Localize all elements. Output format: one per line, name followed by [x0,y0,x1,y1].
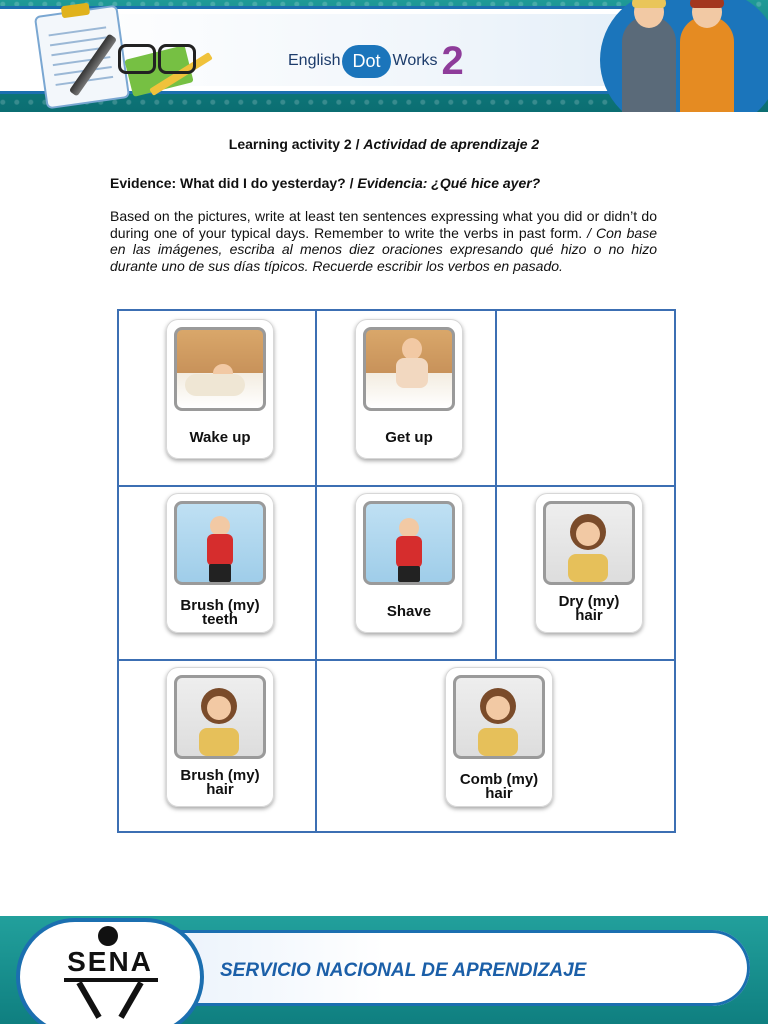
activity-card-shave [355,493,463,633]
activity-label: Get up [385,429,433,446]
activity-label: Wake up [189,429,251,446]
instructions-paragraph [110,208,657,274]
boy-getting-up-icon [363,327,455,411]
girl-drying-hair-icon [543,501,635,585]
instructions-spanish: / Con base en las imágenes, escriba al menos diez oraciones expresando qué hizo o no hizo durante uno de sus días típicos. Recuerde escribir los verbos en pasado. [110,224,657,274]
activity-label-line2: hair [575,607,603,624]
sena-logo-figure [64,978,158,982]
activities-grid [117,309,676,833]
grid-row-divider [119,659,674,661]
title-spanish: Actividad de aprendizaje 2 [363,136,540,152]
english-dot-works-logo [288,36,464,86]
activity-card-comb-hair [445,667,553,807]
grid-row-divider [119,485,674,487]
student-boy-icon [622,16,676,112]
sleeping-boy-icon [174,327,266,411]
page-footer [0,916,768,1024]
logo-word-works: Works [392,52,438,69]
clipboard-icon [34,5,130,110]
student-redhead-icon [680,16,734,112]
grid-col-divider [495,311,497,659]
glasses-icon [118,44,198,72]
activity-label-line1: Brush (my) [180,597,260,614]
activity-label-line1: Brush (my) [180,767,260,784]
page-title [0,136,768,152]
sena-logo-icon [98,926,118,946]
evidence-spanish: Evidencia: ¿Qué hice ayer? [357,175,541,191]
activity-label-line2: hair [206,781,234,798]
activity-label-line2: teeth [202,611,238,628]
logo-number: 2 [441,39,464,83]
activity-label-line1: Comb (my) [459,771,539,788]
boy-shaving-icon [363,501,455,585]
activity-card-wake-up [166,319,274,459]
activity-card-brush-teeth [166,493,274,633]
girl-brushing-hair-icon [174,675,266,759]
title-english: Learning activity 2 / [228,136,364,152]
sena-logo-text: SENA [67,946,153,977]
logo-word-english: English [288,52,341,69]
page-header [0,0,768,112]
activity-label-line1: Dry (my) [558,593,620,610]
organization-name: SERVICIO NACIONAL DE APRENDIZAJE [220,960,587,981]
evidence-english: Evidence: What did I do yesterday? / [110,175,358,191]
activity-card-dry-hair [535,493,643,633]
instructions-english: Based on the pictures, write at least ten sentences expressing what you did or didn’t do during one of your typical days. Remember to write the verbs in past form. [110,208,657,241]
boy-brushing-teeth-icon [174,501,266,585]
activity-card-get-up [355,319,463,459]
activity-label: Shave [386,603,432,620]
logo-word-dot: Dot [342,45,390,78]
grid-col-divider [315,311,317,833]
girl-combing-hair-icon [453,675,545,759]
evidence-heading [110,175,540,191]
activity-card-brush-hair [166,667,274,807]
activity-label-line2: hair [485,785,513,802]
